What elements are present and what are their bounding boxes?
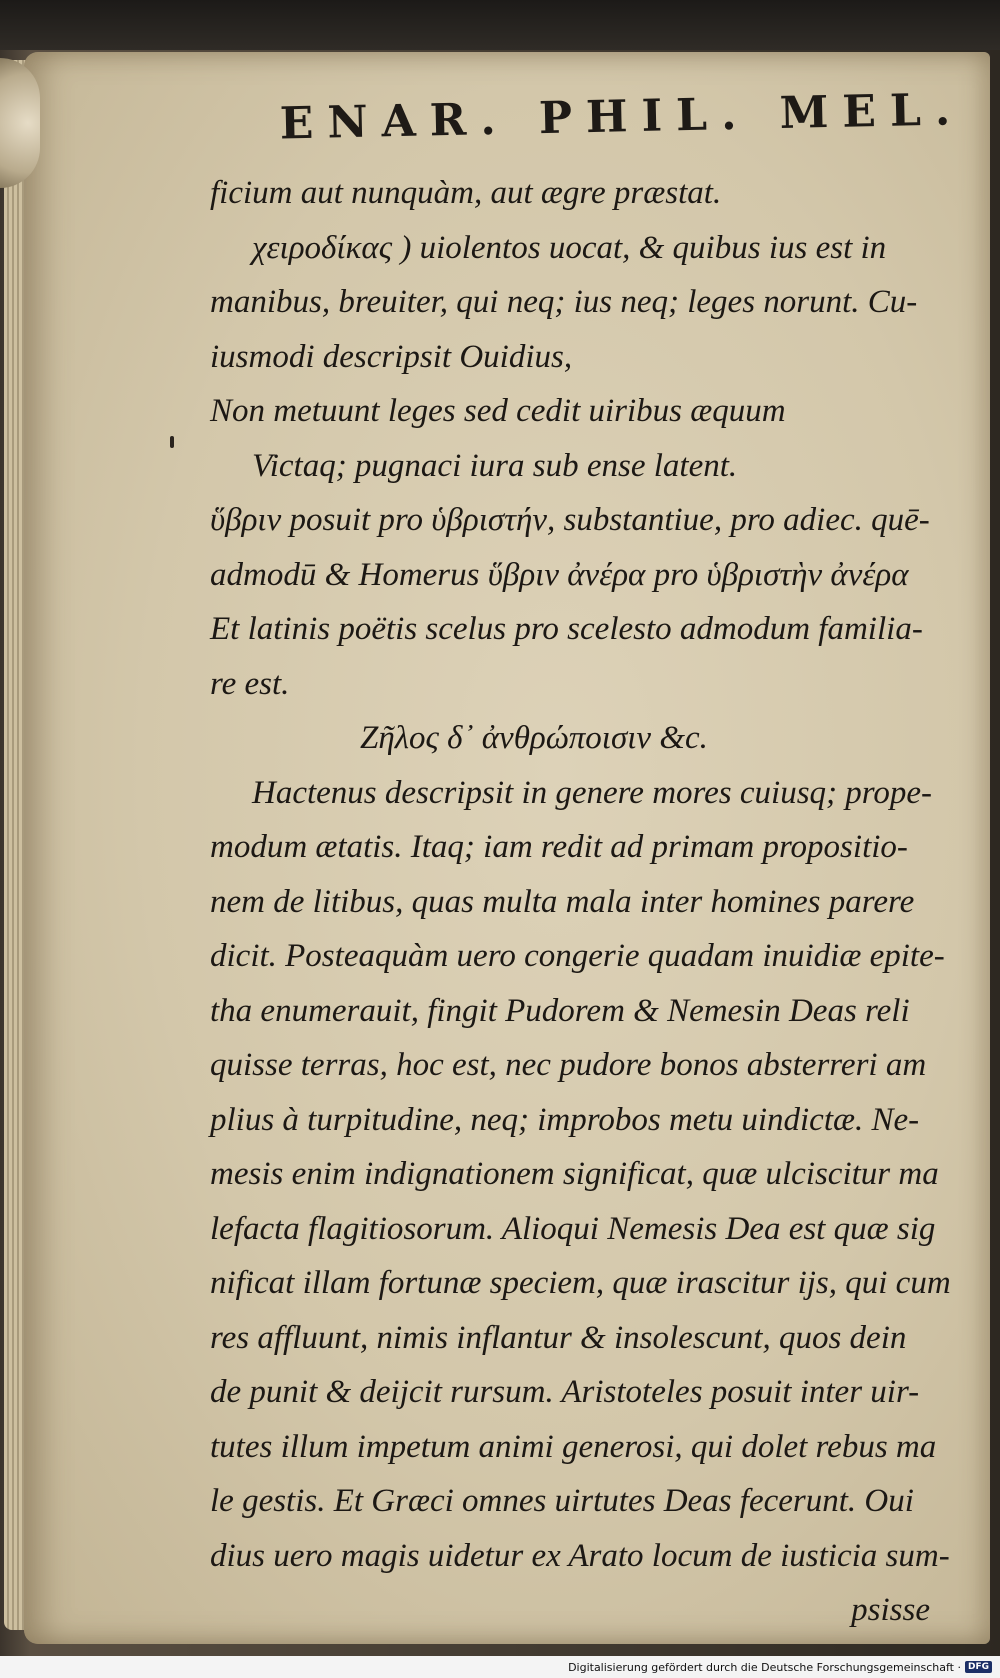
text-line: tha enumerauit, fingit Pudorem & Nemesin Deas reli	[210, 992, 910, 1029]
text-line: ὕβριν posuit pro ὑβριστήν, substantiue, pro adiec. quē-	[210, 502, 930, 538]
text-line: nem de litibus, quas multa mala inter homines parere	[210, 883, 915, 920]
text-line: nificat illam fortunæ speciem, quæ irascitur ijs, qui cum	[210, 1265, 951, 1301]
footer-credit-bar	[0, 1656, 1000, 1678]
text-line: ficium aut nunquàm, aut ægre præstat.	[210, 175, 722, 211]
text-line: Et latinis poëtis scelus pro scelesto admodum familia-	[210, 611, 923, 647]
text-line: tutes illum impetum animi generosi, qui dolet rebus ma	[210, 1428, 937, 1465]
catchword: psisse	[851, 1592, 930, 1628]
running-title: ENAR. PHIL. MEL.	[279, 84, 965, 150]
text-line: le gestis. Et Græci omnes uirtutes Deas fecerunt. Oui	[210, 1483, 914, 1519]
text-line: χειροδίκας ) uiolentos uocat, & quibus ius est in	[252, 229, 887, 266]
text-line: iusmodi descripsit Ouidius,	[210, 338, 573, 375]
text-line: Victaq; pugnaci iura sub ense latent.	[252, 447, 738, 484]
text-line: modum ætatis. Itaq; iam redit ad primam propositio-	[210, 829, 908, 865]
text-line: dius uero magis uidetur ex Arato locum de iusticia sum-	[210, 1537, 950, 1574]
scan-top-edge	[0, 0, 1000, 50]
text-line: dicit. Posteaquàm uero congerie quadam inuidiæ epite-	[210, 938, 945, 974]
margin-mark	[170, 436, 174, 448]
text-line: de punit & deijcit rursum. Aristoteles posuit inter uir-	[210, 1374, 920, 1410]
text-line: re est.	[210, 665, 290, 702]
text-line: manibus, breuiter, qui neq; ius neq; leges norunt. Cu-	[210, 284, 918, 320]
text-line: res affluunt, nimis inflantur & insolescunt, quos dein	[210, 1319, 907, 1356]
text-line: Hactenus descripsit in genere mores cuiusq; prope-	[252, 774, 933, 811]
dfg-logo: DFG	[965, 1661, 992, 1673]
text-line: plius à turpitudine, neq; improbos metu uindictæ. Ne-	[210, 1101, 920, 1138]
text-line: quisse terras, hoc est, nec pudore bonos absterreri am	[210, 1047, 927, 1083]
page-text	[210, 166, 950, 1638]
text-line: lefacta flagitiosorum. Alioqui Nemesis Dea est quæ sig	[210, 1210, 936, 1247]
text-line: admodū & Homerus ὕβριν ἀνέρα pro ὑβριστὴν ἀνέρα	[210, 556, 909, 593]
text-line: mesis enim indignationem significat, quæ ulciscitur ma	[210, 1156, 939, 1192]
text-line: Ζῆλος δ᾽ ἀνθρώποισιν &c.	[360, 720, 708, 756]
text-line: Non metuunt leges sed cedit uiribus æquum	[210, 393, 786, 429]
footer-credit: Digitalisierung gefördert durch die Deutsche Forschungsgemeinschaft ·	[568, 1660, 961, 1674]
binding-curve	[0, 58, 40, 188]
